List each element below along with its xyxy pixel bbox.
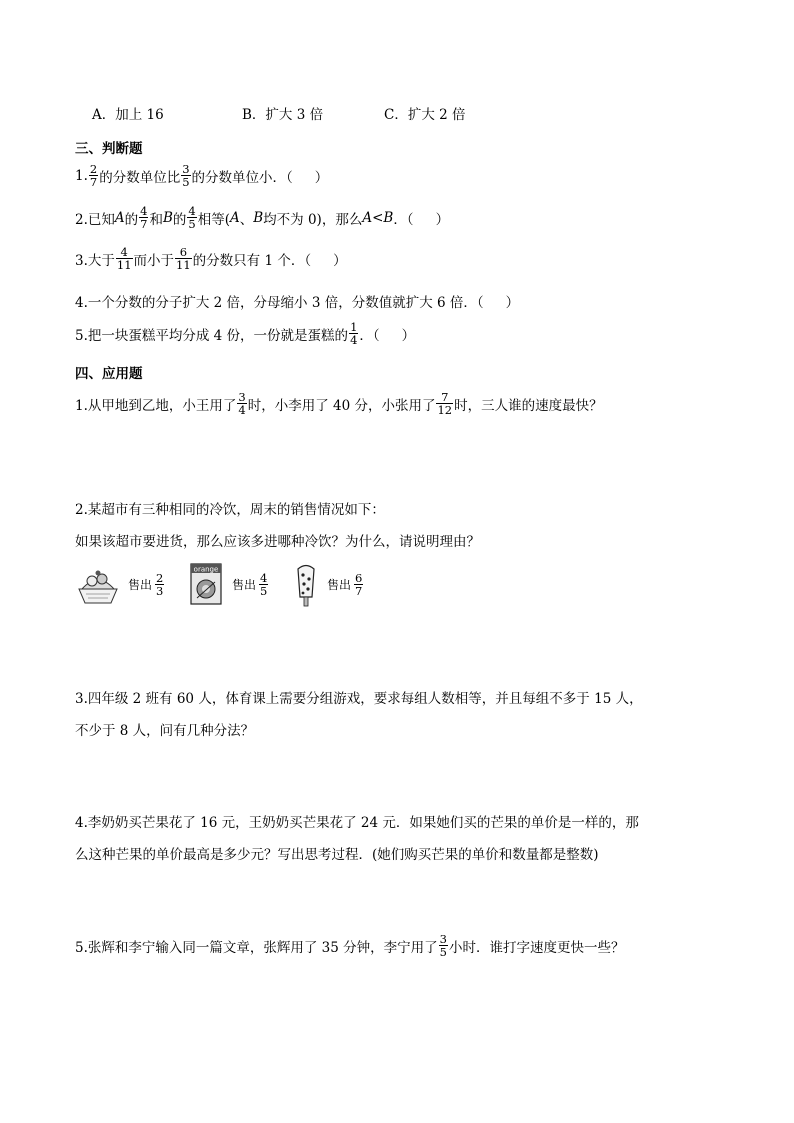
fraction: $\frac{2}{7}$ [89, 162, 98, 189]
q-text: 的分数只有 1 个．（ [192, 252, 312, 269]
fraction: $\frac{3}{4}$ [238, 390, 246, 417]
choice-a: A．加上 16 [92, 107, 164, 123]
sale-item-3 [327, 572, 364, 597]
fraction: $\frac{4}{5}$ [260, 571, 268, 598]
fraction: $\frac{3}{5}$ [439, 932, 447, 959]
application-question-5 [75, 933, 624, 958]
application-question-3-line2: 不少于 8 人，问有几种分法？ [75, 723, 255, 739]
fraction: $\frac{7}{12}$ [437, 390, 453, 417]
q-text: 相等( [197, 211, 230, 228]
q-text: 小时．谁打字速度更快一些？ [448, 939, 625, 956]
q-text: 、 [239, 211, 254, 228]
sale-label: 售出 [232, 578, 257, 592]
q-text: 的 [124, 211, 139, 228]
judgement-question-1 [75, 163, 328, 188]
paren-close: ） [333, 252, 347, 269]
box-text: orange [193, 565, 219, 574]
q-text: 的 [172, 211, 187, 228]
fraction: $\frac{4}{5}$ [188, 204, 196, 231]
application-question-3-line1: 3.四年级 2 班有 60 人，体育课上需要分组游戏，要求每组人数相等，并且每组不多于 15 人， [75, 691, 643, 707]
q-text: 的分数单位比 [99, 169, 181, 186]
fraction: $\frac{3}{5}$ [182, 162, 190, 189]
q-text: 1.从甲地到乙地，小王用了 [75, 397, 237, 414]
paren-close: ） [435, 211, 450, 228]
ice-cream-bowl-icon [76, 567, 120, 611]
fraction: $\frac{6}{7}$ [355, 571, 363, 598]
q-number: 1. [75, 167, 88, 184]
judgement-question-3 [75, 246, 347, 271]
paren-close: ） [401, 327, 416, 344]
q-text: 时，三人谁的速度最快？ [454, 397, 603, 414]
paren-close: ） [314, 169, 329, 186]
orange-juice-box-icon [189, 562, 225, 610]
judgement-question-2 [75, 205, 449, 230]
fraction: $\frac{2}{3}$ [156, 571, 164, 598]
choice-b: B．扩大 3 倍 [242, 107, 324, 123]
choice-c: C．扩大 2 倍 [384, 107, 466, 123]
q-text: 2.已知 [75, 211, 115, 228]
fraction: $\frac{1}{4}$ [350, 320, 358, 347]
judgement-question-4 [75, 291, 519, 311]
q-text: 3.大于 [75, 252, 115, 269]
application-question-2-line1: 2.某超市有三种相同的冷饮，周末的销售情况如下： [75, 502, 385, 518]
fraction: $\frac{6}{11}$ [176, 245, 191, 272]
var-b: B [162, 209, 173, 226]
var-b: B [253, 209, 264, 226]
q-text: 的分数单位小．（ [191, 169, 293, 186]
q-text: 均不为 0)，那么 [263, 211, 363, 228]
q-text: ．（ [393, 211, 414, 228]
application-question-2-line2: 如果该超市要进货，那么应该多进哪种冷饮？为什么，请说明理由？ [75, 534, 480, 550]
q-text: 和 [149, 211, 163, 228]
q-text: 5.张辉和李宁输入同一篇文章，张辉用了 35 分钟，李宁用了 [75, 939, 438, 956]
q-text: 而小于 [133, 252, 175, 269]
var-b: B [383, 209, 394, 226]
application-question-4-line1: 4.李奶奶买芒果花了 16 元，王奶奶买芒果花了 24 元．如果她们买的芒果的单价是一样的，那 [75, 815, 639, 831]
fraction: $\frac{4}{11}$ [116, 245, 132, 272]
less-than: < [372, 209, 384, 226]
q-text: 5.把一块蛋糕平均分成 4 份，一份就是蛋糕的 [75, 327, 349, 344]
q-text: ．（ [359, 327, 380, 344]
var-a: A [114, 209, 125, 226]
q-text: 4.一个分数的分子扩大 2 倍，分母缩小 3 倍，分数值就扩大 6 倍．（ [75, 295, 484, 311]
sale-label: 售出 [128, 578, 153, 592]
application-question-1 [75, 391, 603, 416]
sale-item-1 [128, 572, 165, 597]
section-heading-judgement: 三、判断题 [75, 141, 143, 157]
paren-close: ） [505, 295, 520, 311]
sale-item-2 [232, 572, 269, 597]
fraction: $\frac{4}{7}$ [140, 204, 148, 231]
sale-label: 售出 [327, 578, 352, 592]
q-text: 时，小李用了 40 分，小张用了 [247, 397, 436, 414]
var-a: A [230, 209, 240, 226]
popsicle-icon [293, 563, 319, 611]
var-a: A [362, 209, 373, 226]
section-heading-application: 四、应用题 [75, 366, 143, 382]
judgement-question-5 [75, 321, 415, 346]
application-question-4-line2: 么这种芒果的单价最高是多少元？写出思考过程．(她们购买芒果的单价和数量都是整数) [75, 847, 599, 863]
